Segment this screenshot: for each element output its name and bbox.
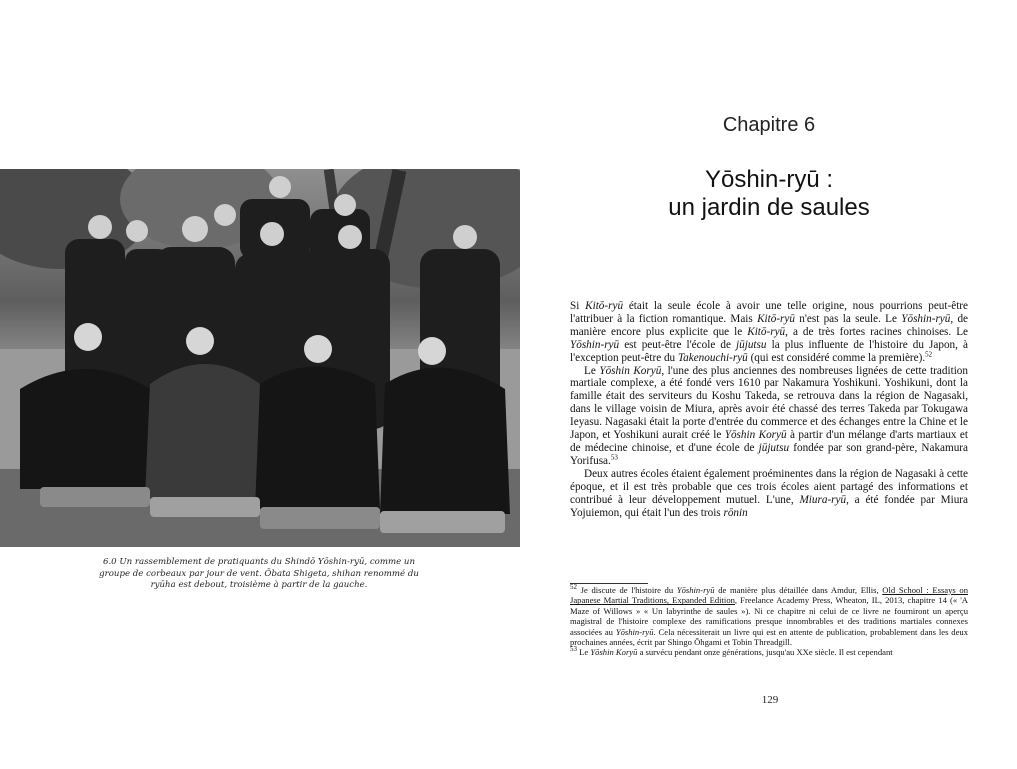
caption-line: ryūha est debout, troisième à partir de la gauche. [150,580,368,590]
italic-term: Yōshin-ryū [570,338,620,351]
body-paragraph-1: Si Kitō-ryū était la seule école à avoir une telle origine, nous pourrions peut-être l'attribuer à la fiction romantique. Mais Kitō-ryū n'est pas la seule. Le Yōshin-ryū, de manière encore plus explicite que le Kitō-ryū, a de très fortes racines chinoises. Le Yōshin-ryū est peut-être l'école de jūjutsu la plus influente de l'histoire du Japon, à l'exception peut-être du Takenouchi-ryū (qui est considéré comme la première).$^{52}$ [570,300,969,364]
chapter-label: Chapitre 6 [722,114,816,136]
italic-term: Kitō-ryū [757,312,795,325]
chapter-title [600,166,938,222]
footnote-ref[interactable]: 53 [610,453,618,462]
footnote-divider [570,583,648,584]
italic-term: Kitō-ryū [585,300,624,312]
body-paragraph-2: Le Yōshin Koryū, l'une des plus anciennes des nombreuses lignées de cette tradition martiale complexe, a été fondé vers 1610 par Nakamura Yoshikuni. Yoshikuni, dont la famille était des serviteurs du Koshu Takeda, se retrouva dans la région de Nagasaki, dans le village voisin de Miura, après avoir été chassé des terres Takeda par Tokugawa Ieyasu. Nagasaki était la porte d'entrée du commerce et des échanges entre la Chine et le Japon, et Yoshikuni aurait créé le Yōshin Koryū à partir d'un mélange d'arts martiaux et de médecine chinoise, et d'une école de jūjutsu fondée par son grand-père, Nakamura Yorifusa.$^{53}$ [570,364,969,467]
page-number: 129 [761,694,779,706]
caption-line: groupe de corbeaux par jour de vent. Ōbata Shigeta, shihan renommé du [99,568,419,579]
italic-term: Yōshin Koryū [724,429,787,442]
italic-term: Yōshin-ryū [676,585,715,595]
footnote-ref[interactable]: 53 [570,645,577,654]
group-photograph [0,169,520,547]
footnote-53: $^{53}$ Le Yōshin Koryū a survécu pendant onze générations, jusqu'au XXe siècle. Il est cependant [570,645,893,658]
chapter-title-line-1: Yōshin-ryū : [704,166,834,193]
italic-term: Yōshin Koryū [590,647,638,658]
footnote-52: $^{52}$ Je discute de l'histoire du Yōshin-ryū de manière plus détaillée dans Amdur, Ellis, Old School : Essays on Japanese Martial Traditions, Expanded Edition, Freelance Academy Press, Wheaton, IL, 2013, chapitre 14 (« 'A Maze of Willows » « Un labyrinthe de saules »). Ni ce chapitre ni celui de ce livre ne fourniront un aperçu magistral de l'histoire complexe des ramifications presque innombrables et des traditions martiales connexes associées au Yōshin-ryū. Cela nécessiterait un livre qui est en attente de publication, probablement dans les deux prochaines années, écrit par Shingo Ōhgami et Tobin Threadgill. [570,583,969,648]
italic-term: Yōshin Koryū [599,364,662,377]
photo-caption [70,557,448,592]
caption-line: 6.0 Un rassemblement de pratiquants du Shindō Yōshin-ryū, comme un [102,557,416,567]
italic-term: Yōshin-ryū [615,626,654,637]
italic-term: Kitō-ryū [747,325,786,338]
body-paragraph-3: Deux autres écoles étaient également proéminentes dans la région de Nagasaki à cette époque, et il est très probable que ces trois écoles aient partagé des informations et contribué à leur développement mutuel. L'une, Miura-ryū, a été fondée par Miura Yojuiemon, qui était l'un des trois rōnin [570,467,968,519]
italic-term: Takenouchi-ryū [677,351,748,364]
footnotes [570,585,968,658]
italic-term: jūjutsu [736,338,767,351]
body-text [570,300,968,519]
footnote-ref[interactable]: 52 [570,583,577,592]
chapter-title-line-2: un jardin de saules [668,194,870,221]
underlined-title: Old School : Essays on Japanese Martial Traditions, Expanded Edition [570,585,969,606]
photo-image [0,169,520,547]
italic-term: rōnin [723,506,748,519]
italic-term: Yōshin-ryū [901,312,951,325]
footnote-ref[interactable]: 52 [925,349,933,358]
italic-term: jūjutsu [758,441,790,454]
italic-term: Miura-ryū [799,493,847,506]
